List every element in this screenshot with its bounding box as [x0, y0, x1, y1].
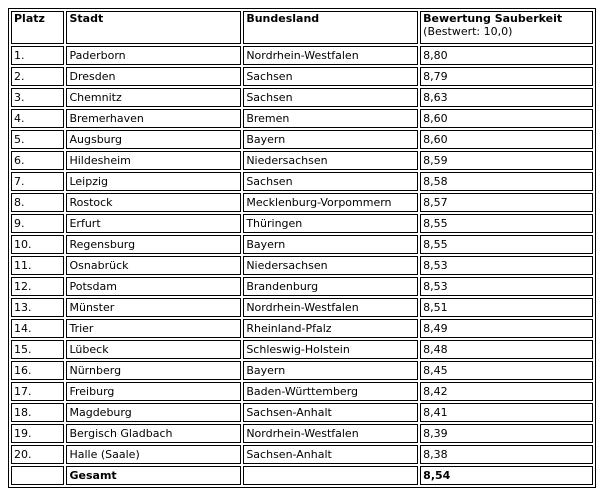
- header-rating-note: (Bestwert: 10,0): [423, 25, 513, 38]
- rating-cell: 8,42: [420, 382, 593, 401]
- city-cell: Rostock: [66, 193, 241, 212]
- total-state-cell: [243, 466, 418, 485]
- rank-cell: 20.: [11, 445, 64, 464]
- table-row: [11, 46, 593, 65]
- rank-cell: 9.: [11, 214, 64, 233]
- rating-cell: 8,60: [420, 130, 593, 149]
- rank-cell: 7.: [11, 172, 64, 191]
- table-row: [11, 88, 593, 107]
- rank-cell: 11.: [11, 256, 64, 275]
- cleanliness-ranking-table: [8, 8, 596, 488]
- state-cell: Bayern: [243, 361, 418, 380]
- table-row: [11, 151, 593, 170]
- total-label-cell: Gesamt: [66, 466, 241, 485]
- rank-cell: 16.: [11, 361, 64, 380]
- city-cell: Paderborn: [66, 46, 241, 65]
- rating-cell: 8,38: [420, 445, 593, 464]
- table-row: [11, 319, 593, 338]
- state-cell: Sachsen: [243, 88, 418, 107]
- rank-cell: 4.: [11, 109, 64, 128]
- city-cell: Magdeburg: [66, 403, 241, 422]
- rating-cell: 8,57: [420, 193, 593, 212]
- total-row: [11, 466, 593, 485]
- city-cell: Bergisch Gladbach: [66, 424, 241, 443]
- city-cell: Trier: [66, 319, 241, 338]
- rank-cell: 14.: [11, 319, 64, 338]
- table-row: [11, 235, 593, 254]
- state-cell: Rheinland-Pfalz: [243, 319, 418, 338]
- state-cell: Niedersachsen: [243, 151, 418, 170]
- state-cell: Niedersachsen: [243, 256, 418, 275]
- rating-cell: 8,55: [420, 214, 593, 233]
- table-row: [11, 277, 593, 296]
- rating-cell: 8,53: [420, 277, 593, 296]
- state-cell: Sachsen-Anhalt: [243, 445, 418, 464]
- state-cell: Sachsen: [243, 172, 418, 191]
- header-row: [11, 11, 593, 44]
- city-cell: Nürnberg: [66, 361, 241, 380]
- rating-cell: 8,41: [420, 403, 593, 422]
- table-row: [11, 256, 593, 275]
- rating-cell: 8,58: [420, 172, 593, 191]
- rating-cell: 8,55: [420, 235, 593, 254]
- header-rank: Platz: [11, 11, 64, 44]
- table-row: [11, 340, 593, 359]
- state-cell: Bayern: [243, 235, 418, 254]
- rating-cell: 8,59: [420, 151, 593, 170]
- rating-cell: 8,39: [420, 424, 593, 443]
- rating-cell: 8,48: [420, 340, 593, 359]
- rank-cell: 10.: [11, 235, 64, 254]
- state-cell: Bayern: [243, 130, 418, 149]
- header-rating: [420, 11, 593, 44]
- table-row: [11, 424, 593, 443]
- state-cell: Schleswig-Holstein: [243, 340, 418, 359]
- rank-cell: 18.: [11, 403, 64, 422]
- rating-cell: 8,80: [420, 46, 593, 65]
- city-cell: Freiburg: [66, 382, 241, 401]
- table-row: [11, 445, 593, 464]
- state-cell: Mecklenburg-Vorpommern: [243, 193, 418, 212]
- total-rating-cell: 8,54: [420, 466, 593, 485]
- rating-cell: 8,79: [420, 67, 593, 86]
- state-cell: Nordrhein-Westfalen: [243, 46, 418, 65]
- table-row: [11, 67, 593, 86]
- rating-cell: 8,63: [420, 88, 593, 107]
- table-row: [11, 193, 593, 212]
- state-cell: Nordrhein-Westfalen: [243, 298, 418, 317]
- total-rank-cell: [11, 466, 64, 485]
- table-row: [11, 214, 593, 233]
- table-row: [11, 109, 593, 128]
- city-cell: Regensburg: [66, 235, 241, 254]
- city-cell: Leipzig: [66, 172, 241, 191]
- city-cell: Potsdam: [66, 277, 241, 296]
- rating-cell: 8,53: [420, 256, 593, 275]
- table-row: [11, 382, 593, 401]
- state-cell: Baden-Württemberg: [243, 382, 418, 401]
- city-cell: Erfurt: [66, 214, 241, 233]
- table-row: [11, 172, 593, 191]
- city-cell: Osnabrück: [66, 256, 241, 275]
- table-row: [11, 298, 593, 317]
- city-cell: Chemnitz: [66, 88, 241, 107]
- state-cell: Sachsen: [243, 67, 418, 86]
- state-cell: Bremen: [243, 109, 418, 128]
- city-cell: Münster: [66, 298, 241, 317]
- city-cell: Halle (Saale): [66, 445, 241, 464]
- rating-cell: 8,49: [420, 319, 593, 338]
- city-cell: Bremerhaven: [66, 109, 241, 128]
- rank-cell: 19.: [11, 424, 64, 443]
- rank-cell: 2.: [11, 67, 64, 86]
- rank-cell: 5.: [11, 130, 64, 149]
- rank-cell: 13.: [11, 298, 64, 317]
- city-cell: Hildesheim: [66, 151, 241, 170]
- state-cell: Thüringen: [243, 214, 418, 233]
- rating-cell: 8,51: [420, 298, 593, 317]
- state-cell: Nordrhein-Westfalen: [243, 424, 418, 443]
- state-cell: Sachsen-Anhalt: [243, 403, 418, 422]
- city-cell: Lübeck: [66, 340, 241, 359]
- rank-cell: 1.: [11, 46, 64, 65]
- rank-cell: 15.: [11, 340, 64, 359]
- rank-cell: 3.: [11, 88, 64, 107]
- rank-cell: 6.: [11, 151, 64, 170]
- rating-cell: 8,60: [420, 109, 593, 128]
- city-cell: Augsburg: [66, 130, 241, 149]
- header-state: Bundesland: [243, 11, 418, 44]
- header-rating-label: Bewertung Sauberkeit: [423, 12, 563, 25]
- rating-cell: 8,45: [420, 361, 593, 380]
- header-city: Stadt: [66, 11, 241, 44]
- state-cell: Brandenburg: [243, 277, 418, 296]
- table-row: [11, 130, 593, 149]
- rank-cell: 12.: [11, 277, 64, 296]
- rank-cell: 17.: [11, 382, 64, 401]
- city-cell: Dresden: [66, 67, 241, 86]
- table-row: [11, 403, 593, 422]
- rank-cell: 8.: [11, 193, 64, 212]
- table-row: [11, 361, 593, 380]
